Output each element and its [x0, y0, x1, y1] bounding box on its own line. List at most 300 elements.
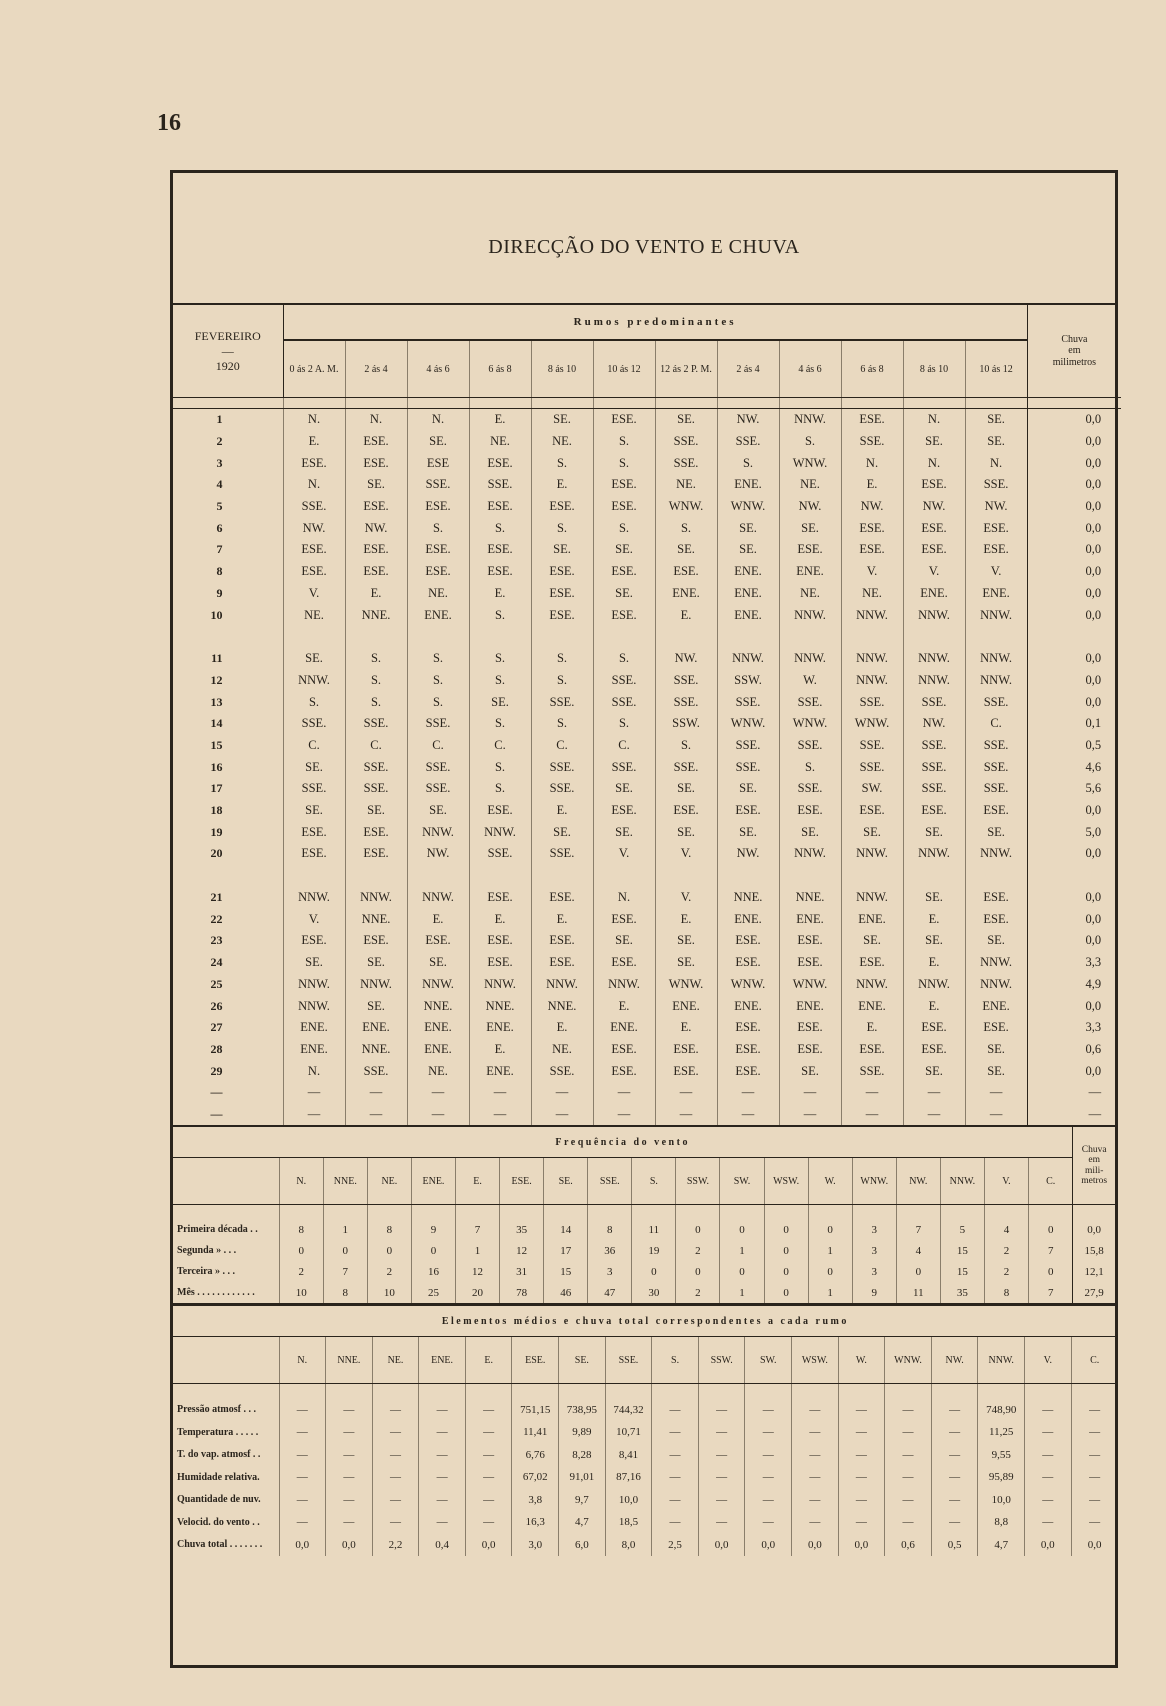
wind-cell: SE. — [593, 821, 655, 843]
wind-cell: ESE. — [841, 539, 903, 561]
pad-cell — [940, 1205, 984, 1220]
means-cell: — — [279, 1488, 326, 1511]
frequency-cell: 10 — [279, 1282, 323, 1303]
means-cell: 0,0 — [698, 1533, 745, 1556]
rain-header-line: mili- — [1084, 1165, 1104, 1176]
day-cell: — — [210, 1085, 223, 1100]
wind-cell: ENE. — [717, 561, 779, 583]
means-cell: — — [838, 1488, 885, 1511]
means-cell: 67,02 — [512, 1466, 559, 1489]
gap-cell — [841, 626, 903, 648]
spacer-cell — [717, 398, 779, 409]
wind-cell: SSE. — [717, 691, 779, 713]
wind-cell: SSE. — [345, 756, 407, 778]
means-cell: — — [279, 1421, 326, 1444]
pad-cell — [411, 1205, 455, 1220]
means-row — [173, 1533, 1118, 1556]
pad-cell — [808, 1205, 852, 1220]
means-cell: — — [931, 1421, 978, 1444]
direction-header: ESE. — [512, 1337, 559, 1384]
means-cell: — — [792, 1398, 839, 1421]
rain-cell: 0,1 — [1027, 713, 1121, 735]
group-header: Rumos predominantes — [283, 305, 1027, 340]
wind-cell: SSE. — [903, 691, 965, 713]
time-header: 0 ás 2 A. M. — [283, 340, 345, 398]
gap-cell — [345, 865, 407, 887]
wind-cell: E. — [531, 1017, 593, 1039]
table-row — [173, 1017, 1121, 1039]
wind-cell: NNE. — [717, 887, 779, 909]
means-cell: 2,2 — [372, 1533, 419, 1556]
rain-cell: 0,0 — [1027, 583, 1121, 605]
frequency-cell: 0 — [808, 1219, 852, 1240]
means-cell: — — [372, 1398, 419, 1421]
gap-cell — [655, 865, 717, 887]
wind-cell: ESE. — [593, 496, 655, 518]
wind-cell: S. — [531, 713, 593, 735]
row-label: Humidade relativa. — [177, 1471, 260, 1483]
wind-cell: S. — [469, 648, 531, 670]
row-label: Segunda » . . . — [177, 1245, 237, 1257]
wind-cell: ESE. — [717, 1017, 779, 1039]
wind-cell: SSE. — [717, 756, 779, 778]
wind-cell: NW. — [655, 648, 717, 670]
wind-cell: ESE. — [965, 539, 1027, 561]
frequency-cell: 11 — [632, 1219, 676, 1240]
pad-cell — [173, 1205, 279, 1220]
wind-cell: N. — [283, 474, 345, 496]
wind-cell: E. — [655, 1017, 717, 1039]
spacer-cell — [469, 398, 531, 409]
rain-cell: 5,6 — [1027, 778, 1121, 800]
wind-cell: ESE. — [779, 952, 841, 974]
means-cell: 0,4 — [419, 1533, 466, 1556]
wind-cell: S. — [345, 648, 407, 670]
means-cell: — — [698, 1421, 745, 1444]
gap-cell — [407, 865, 469, 887]
wind-cell: ESE. — [345, 452, 407, 474]
means-cell: — — [372, 1421, 419, 1444]
wind-cell: E. — [655, 604, 717, 626]
wind-cell: S. — [345, 670, 407, 692]
wind-cell: ESE. — [903, 1017, 965, 1039]
frequency-header-row — [173, 1158, 1115, 1205]
means-cell: 3,0 — [512, 1533, 559, 1556]
table-row — [173, 974, 1121, 996]
means-cell: 3,8 — [512, 1488, 559, 1511]
wind-cell: ENE. — [903, 583, 965, 605]
pad-cell — [764, 1205, 808, 1220]
wind-cell: SE. — [655, 930, 717, 952]
wind-cell: SSE. — [593, 691, 655, 713]
frequency-cell: 9 — [852, 1282, 896, 1303]
wind-cell: SSE. — [283, 713, 345, 735]
means-cell: — — [279, 1398, 326, 1421]
wind-cell: ENE. — [717, 583, 779, 605]
wind-cell: NW. — [345, 517, 407, 539]
means-row — [173, 1511, 1118, 1534]
wind-cell: E. — [469, 583, 531, 605]
wind-cell: E. — [345, 583, 407, 605]
pad-cell — [676, 1205, 720, 1220]
direction-header: NW. — [931, 1337, 978, 1384]
rain-cell: 3,3 — [1027, 1017, 1121, 1039]
means-cell: — — [838, 1398, 885, 1421]
wind-cell: S. — [779, 431, 841, 453]
means-cell: — — [792, 1511, 839, 1534]
frequency-cell: 0 — [367, 1240, 411, 1261]
wind-cell: SE. — [717, 539, 779, 561]
means-cell: 6,76 — [512, 1443, 559, 1466]
wind-cell: E. — [407, 908, 469, 930]
wind-cell: — — [655, 1082, 717, 1104]
means-cell: 2,5 — [652, 1533, 699, 1556]
wind-cell: NNW. — [965, 974, 1027, 996]
means-cell: — — [652, 1511, 699, 1534]
wind-cell: SE. — [283, 800, 345, 822]
means-cell: — — [931, 1511, 978, 1534]
means-cell: 10,71 — [605, 1421, 652, 1444]
row-label: Terceira » . . . — [177, 1266, 236, 1278]
wind-cell: ESE. — [593, 409, 655, 431]
wind-cell: E. — [531, 908, 593, 930]
wind-cell: ESE. — [531, 561, 593, 583]
day-cell: 19 — [210, 824, 223, 839]
wind-cell: ESE. — [655, 1039, 717, 1061]
frequency-cell: 0 — [676, 1261, 720, 1282]
means-row — [173, 1398, 1118, 1421]
wind-cell: ESE. — [407, 496, 469, 518]
direction-header: ENE. — [411, 1158, 455, 1205]
wind-cell: ESE. — [283, 452, 345, 474]
wind-cell: — — [717, 1104, 779, 1126]
wind-cell: SSE. — [531, 843, 593, 865]
gap-cell — [903, 626, 965, 648]
wind-cell: ENE. — [841, 995, 903, 1017]
wind-cell: C. — [345, 735, 407, 757]
wind-cell: SSE. — [531, 1060, 593, 1082]
rain-cell: 27,9 — [1073, 1282, 1115, 1303]
direction-header: WNW. — [852, 1158, 896, 1205]
wind-cell: NW. — [717, 843, 779, 865]
wind-cell: SE. — [717, 821, 779, 843]
wind-cell: ENE. — [407, 604, 469, 626]
frequency-cell: 0 — [720, 1219, 764, 1240]
wind-cell: S. — [531, 648, 593, 670]
frequency-rain-header — [1073, 1126, 1115, 1205]
wind-cell: SSE. — [407, 474, 469, 496]
wind-cell: NNW. — [903, 670, 965, 692]
pad-cell — [792, 1384, 839, 1399]
wind-cell: ESE. — [965, 887, 1027, 909]
wind-cell: NE. — [407, 1060, 469, 1082]
wind-cell: NNW. — [965, 648, 1027, 670]
wind-cell: ESE. — [407, 539, 469, 561]
gap-cell — [283, 626, 345, 648]
wind-cell: — — [717, 1082, 779, 1104]
wind-cell: NE. — [531, 1039, 593, 1061]
day-cell: 4 — [216, 477, 223, 492]
means-cell: 91,01 — [559, 1466, 606, 1489]
wind-cell: ESE. — [531, 604, 593, 626]
means-cell: — — [465, 1488, 512, 1511]
day-cell: 20 — [210, 846, 223, 861]
means-cell: 8,28 — [559, 1443, 606, 1466]
frequency-cell: 8 — [367, 1219, 411, 1240]
wind-cell: E. — [903, 908, 965, 930]
frequency-cell: 0 — [323, 1240, 367, 1261]
wind-cell: — — [593, 1104, 655, 1126]
spacer-cell — [173, 398, 283, 409]
wind-cell: NE. — [283, 604, 345, 626]
means-cell: — — [885, 1443, 932, 1466]
frequency-row — [173, 1240, 1115, 1261]
means-cell: — — [465, 1421, 512, 1444]
rain-cell: — — [1027, 1104, 1121, 1126]
means-cell: 10,0 — [978, 1488, 1025, 1511]
wind-cell: NNW. — [283, 995, 345, 1017]
page-title: DIRECÇÃO DO VENTO E CHUVA — [488, 235, 800, 258]
means-cell: 10,0 — [605, 1488, 652, 1511]
wind-cell: NNW. — [841, 843, 903, 865]
wind-cell: NW. — [283, 517, 345, 539]
wind-cell: NNW. — [903, 604, 965, 626]
wind-cell: SE. — [655, 952, 717, 974]
means-cell: — — [698, 1488, 745, 1511]
rain-header-line: Chuva — [1081, 1144, 1107, 1155]
direction-header: NE. — [372, 1337, 419, 1384]
gap-cell — [717, 626, 779, 648]
wind-cell: V. — [841, 561, 903, 583]
means-row — [173, 1488, 1118, 1511]
means-cell: — — [326, 1443, 373, 1466]
table-row — [173, 648, 1121, 670]
wind-cell: SSE. — [903, 756, 965, 778]
wind-cell: ENE. — [717, 908, 779, 930]
wind-cell: SE. — [965, 930, 1027, 952]
wind-cell: ESE. — [655, 561, 717, 583]
day-cell: 17 — [210, 781, 223, 796]
frequency-cell: 1 — [720, 1282, 764, 1303]
wind-cell: S. — [469, 517, 531, 539]
means-cell: — — [885, 1421, 932, 1444]
means-cell: — — [372, 1443, 419, 1466]
day-cell: 8 — [216, 564, 223, 579]
frequency-cell: 0 — [764, 1219, 808, 1240]
means-cell: — — [465, 1443, 512, 1466]
rain-cell: 0,0 — [1027, 561, 1121, 583]
wind-cell: SE. — [283, 648, 345, 670]
means-cell: — — [745, 1488, 792, 1511]
row-label: Primeira década . . — [177, 1224, 258, 1236]
means-row — [173, 1421, 1118, 1444]
wind-cell: ENE. — [655, 995, 717, 1017]
header-row — [173, 305, 1121, 340]
wind-cell: ESE. — [345, 843, 407, 865]
wind-cell: SE. — [593, 539, 655, 561]
rain-header-line: metros — [1081, 1176, 1108, 1187]
wind-cell: ESE. — [283, 561, 345, 583]
wind-cell: SE. — [903, 887, 965, 909]
spacer-cell — [841, 398, 903, 409]
wind-cell: SSE. — [717, 431, 779, 453]
means-cell: — — [838, 1511, 885, 1534]
wind-cell: NNW. — [531, 974, 593, 996]
means-cell: 0,0 — [279, 1533, 326, 1556]
rain-header-line: milimetros — [1052, 356, 1097, 368]
gap-cell — [469, 865, 531, 887]
wind-cell: SE. — [903, 930, 965, 952]
wind-cell: SSE. — [779, 691, 841, 713]
wind-cell: ESE. — [531, 930, 593, 952]
rain-cell: 0,0 — [1027, 409, 1121, 431]
wind-cell: — — [531, 1104, 593, 1126]
wind-cell: ESE. — [345, 431, 407, 453]
means-cell: — — [419, 1488, 466, 1511]
wind-cell: — — [965, 1104, 1027, 1126]
means-cell: — — [326, 1466, 373, 1489]
means-label-header — [173, 1337, 279, 1384]
wind-cell: NNW. — [965, 952, 1027, 974]
wind-cell: SSW. — [655, 713, 717, 735]
wind-cell: WNW. — [779, 713, 841, 735]
means-cell: 8,41 — [605, 1443, 652, 1466]
wind-cell: ESE. — [841, 409, 903, 431]
time-header: 6 ás 8 — [469, 340, 531, 398]
month-header-line: 1920 — [215, 358, 240, 373]
wind-cell: ESE. — [469, 887, 531, 909]
means-cell: 0,0 — [745, 1533, 792, 1556]
wind-cell: NNE. — [469, 995, 531, 1017]
means-cell: 0,5 — [931, 1533, 978, 1556]
direction-header: C. — [1029, 1158, 1073, 1205]
frequency-cell: 15 — [544, 1261, 588, 1282]
gap-cell — [531, 626, 593, 648]
means-cell: — — [698, 1443, 745, 1466]
frequency-cell: 2 — [676, 1282, 720, 1303]
wind-cell: E. — [903, 995, 965, 1017]
wind-cell: SSE. — [903, 735, 965, 757]
pad-cell — [852, 1205, 896, 1220]
frequency-cell: 30 — [632, 1282, 676, 1303]
day-cell: 11 — [211, 651, 223, 666]
rain-cell: 0,0 — [1027, 1060, 1121, 1082]
wind-cell: NNW. — [841, 648, 903, 670]
wind-cell: NNW. — [903, 843, 965, 865]
day-cell: 16 — [210, 759, 223, 774]
wind-cell: NE. — [779, 474, 841, 496]
wind-cell: ESE. — [407, 561, 469, 583]
direction-header: N. — [279, 1158, 323, 1205]
table-row — [173, 691, 1121, 713]
wind-cell: ENE. — [841, 908, 903, 930]
wind-cell: S. — [531, 517, 593, 539]
wind-cell: — — [841, 1104, 903, 1126]
wind-cell: SE. — [593, 778, 655, 800]
gap-cell — [779, 865, 841, 887]
frequency-cell: 0 — [764, 1282, 808, 1303]
table-row — [173, 604, 1121, 626]
pad-cell — [323, 1205, 367, 1220]
means-cell: 738,95 — [559, 1398, 606, 1421]
direction-header: NW. — [896, 1158, 940, 1205]
day-cell: 15 — [210, 737, 223, 752]
frequency-cell: 7 — [1029, 1240, 1073, 1261]
wind-cell: NE. — [655, 474, 717, 496]
means-cell: — — [1071, 1466, 1118, 1489]
frequency-cell: 7 — [896, 1219, 940, 1240]
frequency-cell: 3 — [852, 1240, 896, 1261]
frequency-cell: 3 — [852, 1261, 896, 1282]
means-cell: — — [745, 1443, 792, 1466]
direction-header: WNW. — [885, 1337, 932, 1384]
pad-cell — [632, 1205, 676, 1220]
rain-cell: 0,0 — [1027, 800, 1121, 822]
means-cell: 16,3 — [512, 1511, 559, 1534]
wind-cell: ESE. — [283, 539, 345, 561]
frequency-cell: 11 — [896, 1282, 940, 1303]
wind-cell: SE. — [345, 474, 407, 496]
means-cell: — — [326, 1398, 373, 1421]
wind-cell: C. — [469, 735, 531, 757]
time-header: 6 ás 8 — [841, 340, 903, 398]
wind-cell: SE. — [407, 800, 469, 822]
wind-cell: S. — [407, 517, 469, 539]
frequency-cell: 0 — [279, 1240, 323, 1261]
spacer-cell — [283, 398, 345, 409]
wind-cell: ESE. — [903, 474, 965, 496]
wind-cell: SSE. — [779, 778, 841, 800]
wind-cell: ESE. — [593, 561, 655, 583]
pad-cell — [1073, 1205, 1115, 1220]
wind-cell: S. — [469, 670, 531, 692]
direction-header: SSW. — [676, 1158, 720, 1205]
wind-cell: ESE. — [469, 930, 531, 952]
means-row — [173, 1443, 1118, 1466]
wind-cell: C. — [407, 735, 469, 757]
wind-cell: NNW. — [779, 648, 841, 670]
gap-cell — [283, 865, 345, 887]
direction-header: ENE. — [419, 1337, 466, 1384]
means-cell: — — [885, 1511, 932, 1534]
wind-cell: ESE. — [965, 517, 1027, 539]
frequency-cell: 7 — [1029, 1282, 1073, 1303]
wind-cell: ENE. — [779, 561, 841, 583]
wind-cell: E. — [593, 995, 655, 1017]
day-cell: 1 — [216, 412, 223, 427]
wind-cell: C. — [283, 735, 345, 757]
wind-cell: NW. — [841, 496, 903, 518]
wind-cell: NNE. — [779, 887, 841, 909]
table-row — [173, 409, 1121, 431]
means-cell: — — [1025, 1398, 1072, 1421]
wind-cell: V. — [965, 561, 1027, 583]
day-cell: 18 — [210, 803, 223, 818]
pad-cell — [605, 1384, 652, 1399]
wind-cell: C. — [593, 735, 655, 757]
day-cell: 13 — [210, 694, 223, 709]
means-cell: — — [419, 1466, 466, 1489]
means-cell: — — [652, 1398, 699, 1421]
table-row — [173, 952, 1121, 974]
table-row — [173, 713, 1121, 735]
wind-cell: SE. — [965, 431, 1027, 453]
wind-cell: NNE. — [407, 995, 469, 1017]
frequency-cell: 47 — [588, 1282, 632, 1303]
wind-cell: ESE. — [779, 930, 841, 952]
wind-cell: SSE. — [965, 474, 1027, 496]
wind-cell: NNE. — [345, 604, 407, 626]
